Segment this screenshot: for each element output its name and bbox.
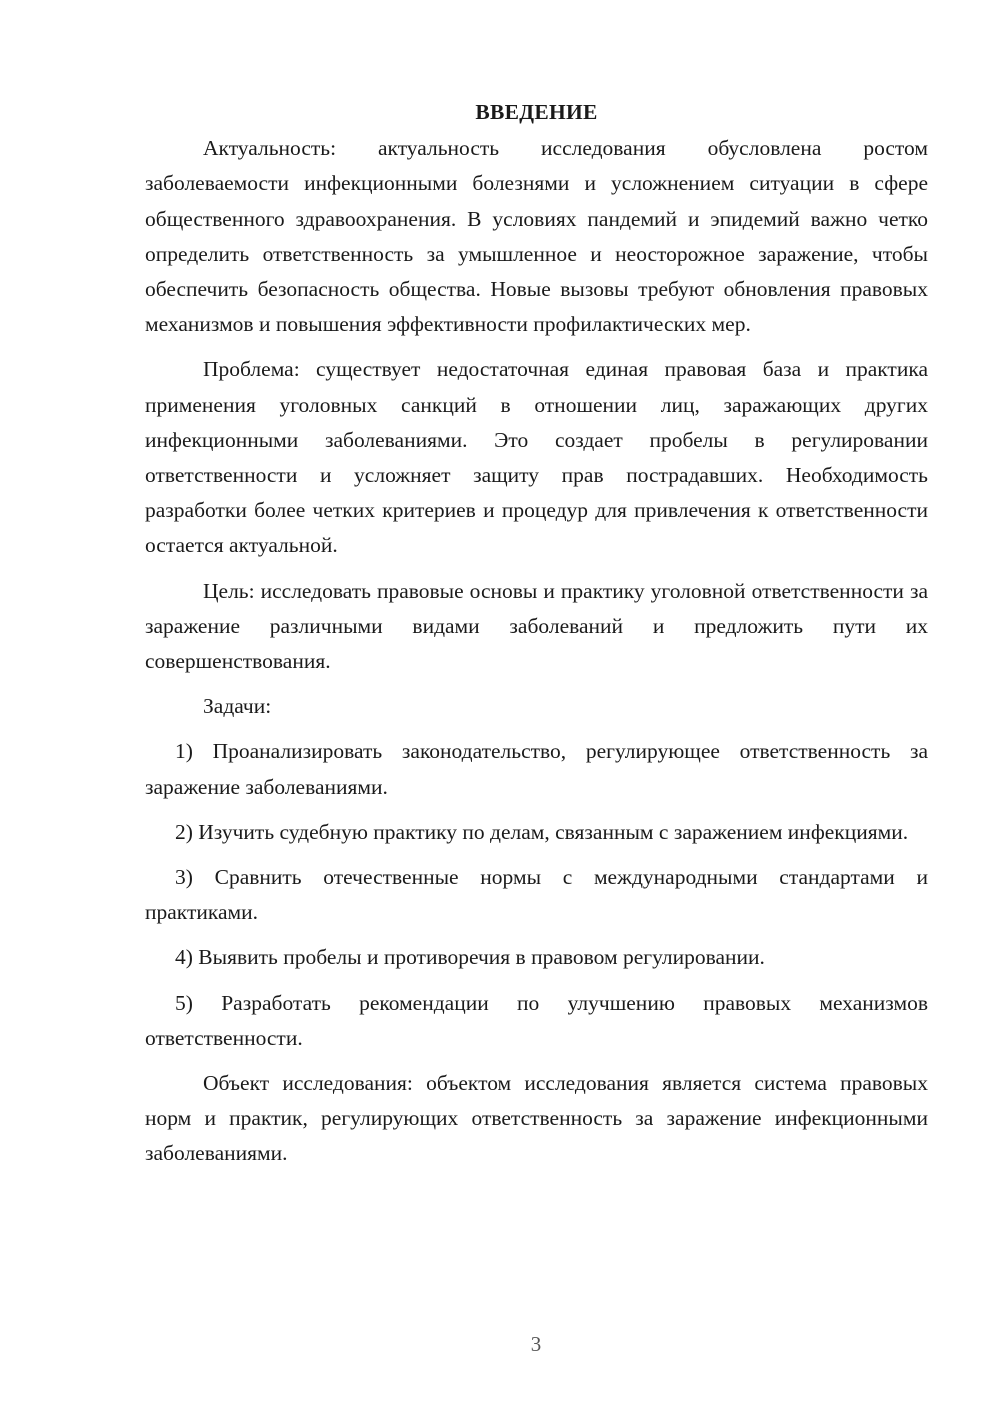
page-title: ВВЕДЕНИЕ: [475, 100, 598, 124]
relevance-paragraph: Актуальность: актуальность исследования обусловлена ростом заболеваемости инфекционными болезнями и усложнением ситуации в сфере общественного здравоохранения. В условиях пандемий и эпидемий важно четко определить ответственность за умышленное и неосторожное заражение, чтобы обеспечить безопасность общества. Новые вызовы требуют обновления правовых механизмов и повышения эффективности профилактических мер.: [145, 136, 928, 337]
problem-paragraph: Проблема: существует недостаточная единая правовая база и практика применения уголовных санкций в отношении лиц, заражающих других инфекционными заболеваниями. Это создает пробелы в регулировании ответственности и усложняет защиту прав пострадавших. Необходимость разработки более четких критериев и процедур для привлечения к ответственности остается актуальной.: [145, 357, 928, 558]
object-paragraph: Объект исследования: объектом исследования является система правовых норм и практик, регулирующих ответственность за заражение инфекционными заболеваниями.: [145, 1071, 928, 1166]
goal-paragraph: Цель: исследовать правовые основы и практику уголовной ответственности за заражение различными видами заболеваний и предложить пути их совершенствования.: [145, 578, 928, 674]
page-content: [145, 95, 928, 1182]
task-item-5: 5) Разработать рекомендации по улучшению правовых механизмов ответственности.: [145, 990, 928, 1050]
task-item-1: 1) Проанализировать законодательство, регулирующее ответственность за заражение заболеваниями.: [145, 739, 928, 799]
page-number: 3: [530, 1332, 542, 1356]
task-item-4: 4) Выявить пробелы и противоречия в правовом регулировании.: [175, 945, 765, 970]
tasks-label: Задачи:: [203, 694, 272, 719]
task-item-2: 2) Изучить судебную практику по делам, связанным с заражением инфекциями.: [175, 819, 909, 844]
task-item-3: 3) Сравнить отечественные нормы с международными стандартами и практиками.: [145, 865, 928, 925]
